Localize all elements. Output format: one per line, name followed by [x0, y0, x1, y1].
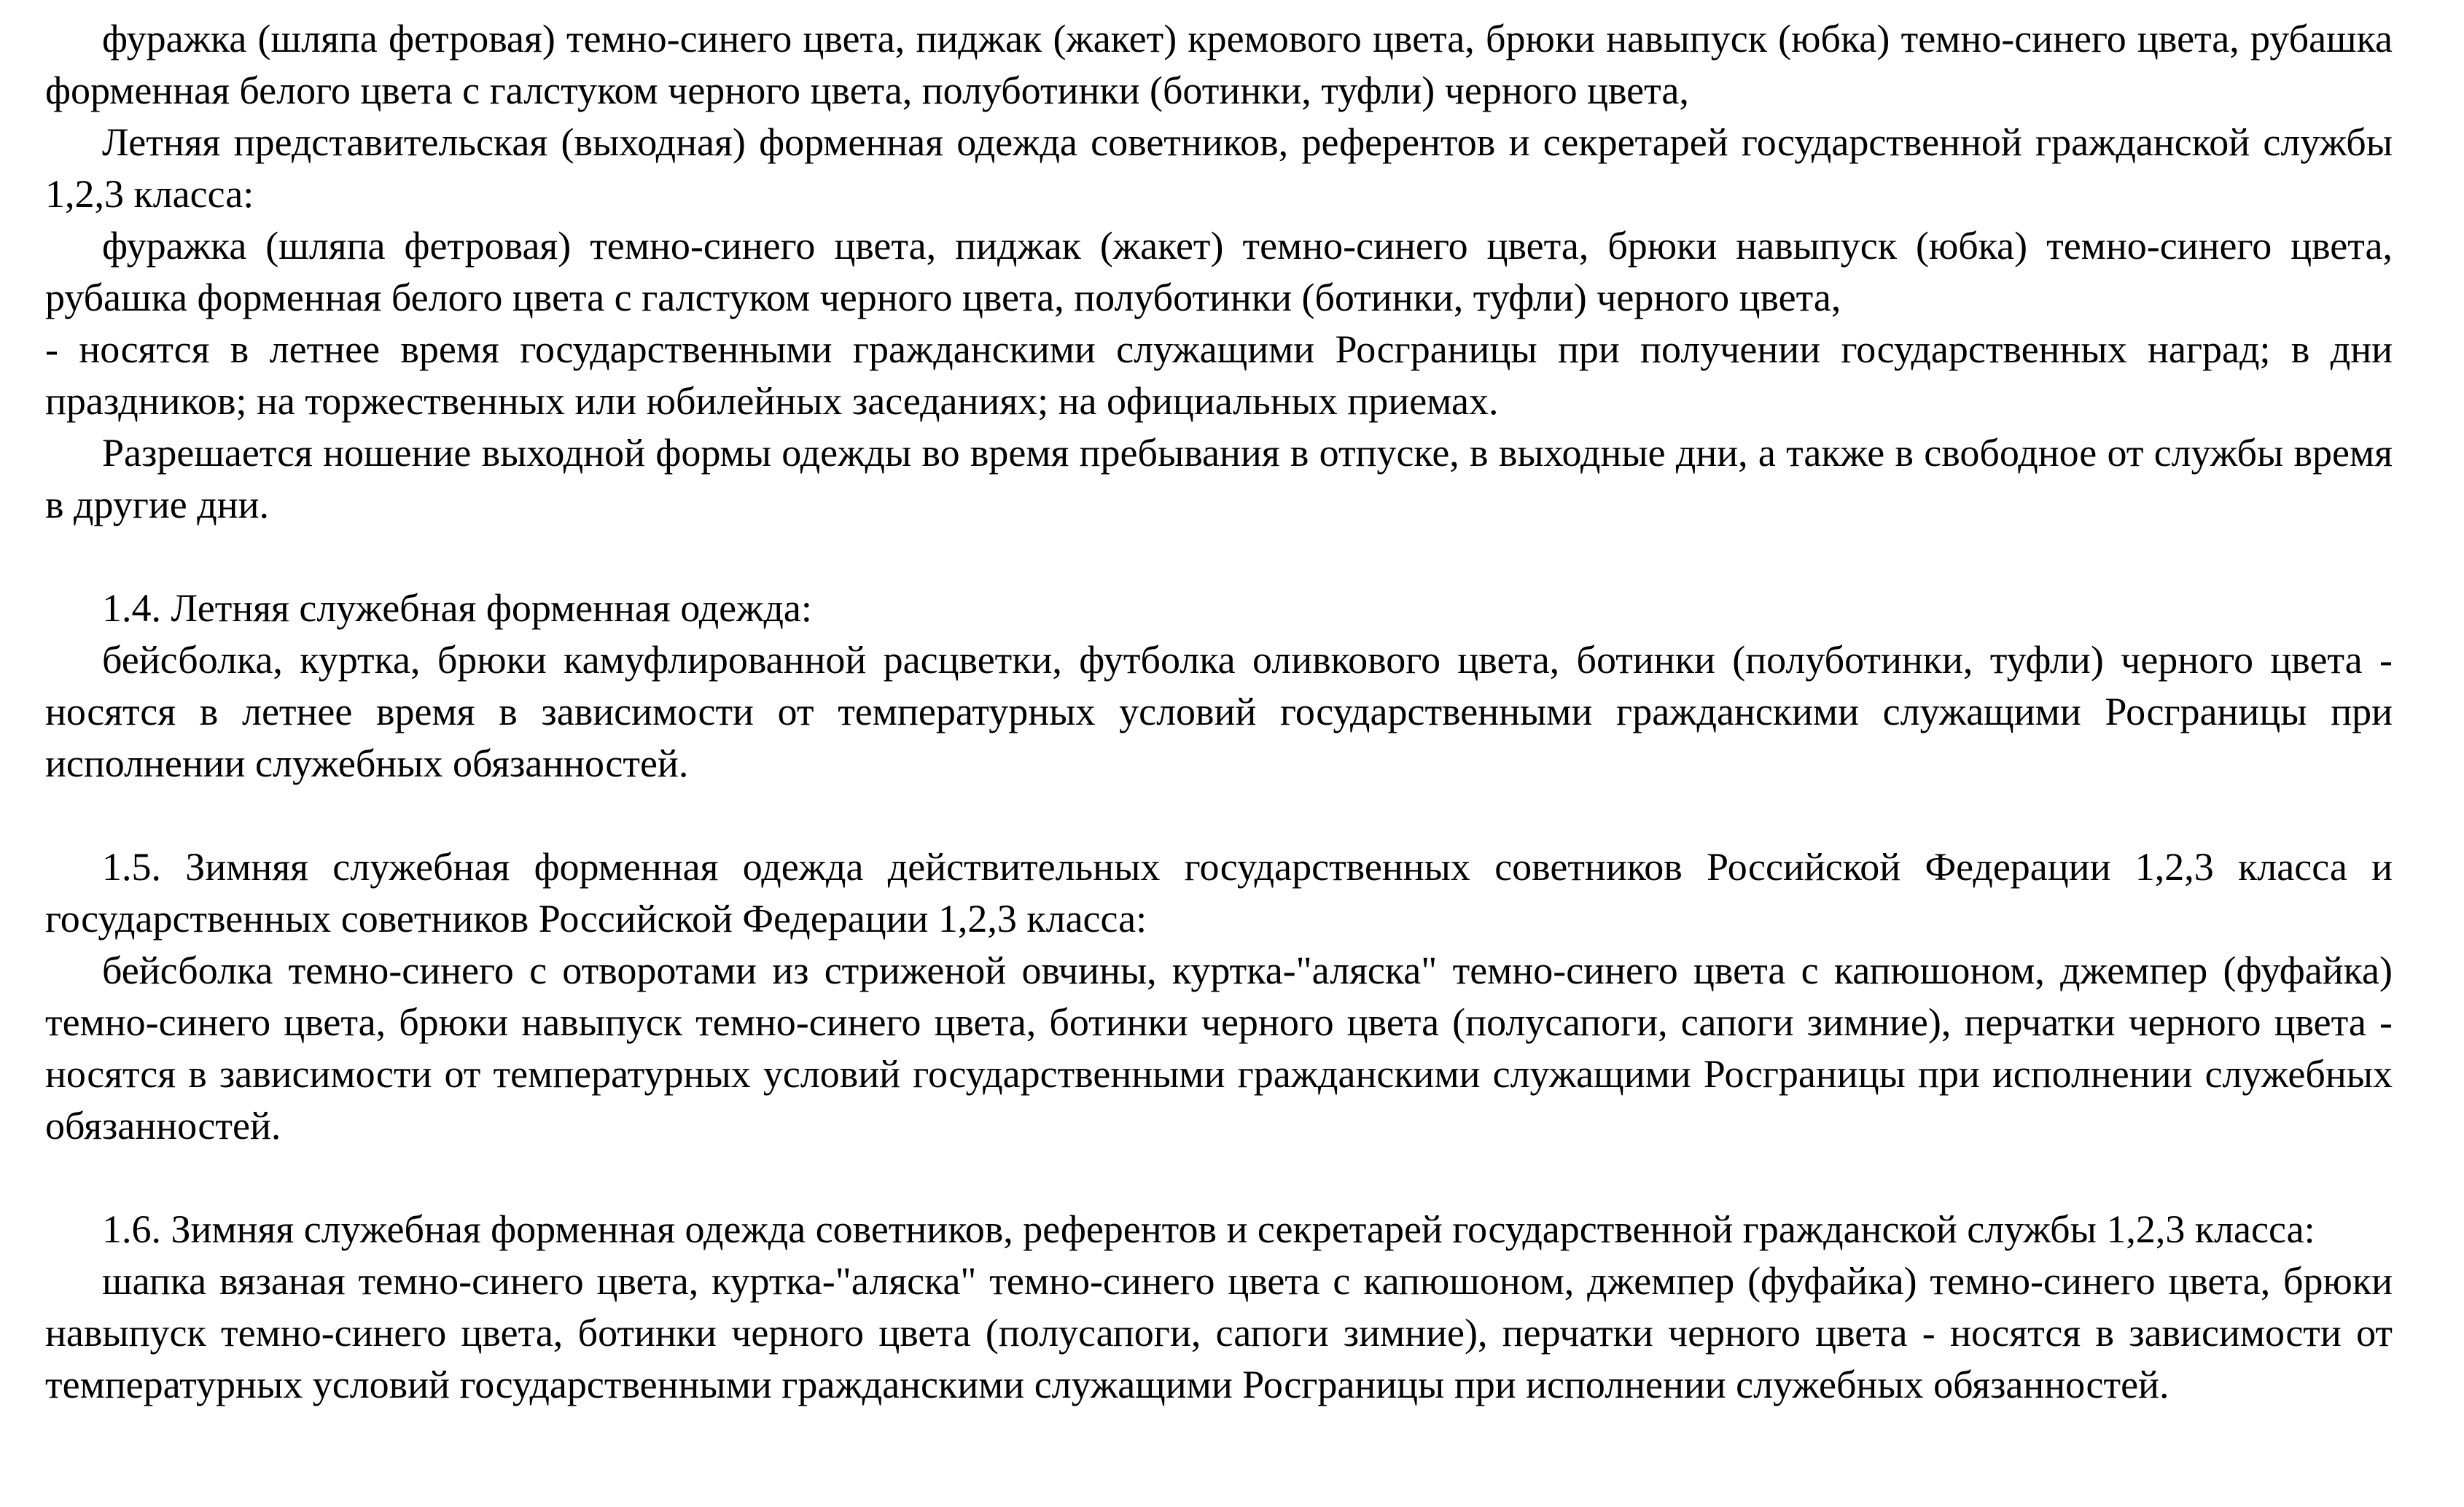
paragraph: шапка вязаная темно-синего цвета, куртка-"аляска" темно-синего цвета с капюшоном, джемпер (фуфайка) темно-синего цвета, брюки навыпуск темно-синего цвета, ботинки черного цвета (полусапоги, сапоги зимние), перчатки черного цвета - носятся в зависимости от температурных условий государственными гражданскими служащими Росграницы при исполнении служебных обязанностей.	[45, 1259, 2393, 1406]
paragraph-spacer	[45, 1152, 2393, 1204]
paragraph: 1.4. Летняя служебная форменная одежда:	[102, 586, 812, 630]
paragraph: фуражка (шляпа фетровая) темно-синего цвета, пиджак (жакет) темно-синего цвета, брюки навыпуск (юбка) темно-синего цвета, рубашка форменная белого цвета с галстуком черного цвета, полуботинки (ботинки, туфли) черного цвета,	[45, 224, 2393, 319]
paragraph: фуражка (шляпа фетровая) темно-синего цвета, пиджак (жакет) кремового цвета, брюки навыпуск (юбка) темно-синего цвета, рубашка форменная белого цвета с галстуком черного цвета, полуботинки (ботинки, туфли) черного цвета,	[45, 17, 2393, 112]
paragraph-spacer	[45, 531, 2393, 583]
document-body	[45, 13, 2393, 1411]
paragraph: Разрешается ношение выходной формы одежды во время пребывания в отпуске, в выходные дни, а также в свободное от службы время в другие дни.	[45, 431, 2393, 526]
paragraph: 1.5. Зимняя служебная форменная одежда действительных государственных советников Российской Федерации 1,2,3 класса и государственных советников Российской Федерации 1,2,3 класса:	[45, 845, 2393, 941]
paragraph: бейсболка, куртка, брюки камуфлированной расцветки, футболка оливкового цвета, ботинки (полуботинки, туфли) черного цвета - носятся в летнее время в зависимости от температурных условий государственными гражданскими служащими Росграницы при исполнении служебных обязанностей.	[45, 638, 2393, 785]
paragraph: Летняя представительская (выходная) форменная одежда советников, референтов и секретарей государственной гражданской службы 1,2,3 класса:	[45, 120, 2393, 216]
paragraph-spacer	[45, 790, 2393, 841]
paragraph: 1.6. Зимняя служебная форменная одежда советников, референтов и секретарей государственной гражданской службы 1,2,3 класса:	[102, 1207, 2315, 1251]
paragraph: - носятся в летнее время государственными гражданскими служащими Росграницы при получении государственных наград; в дни праздников; на торжественных или юбилейных заседаниях; на официальных приемах.	[45, 327, 2393, 423]
paragraph: бейсболка темно-синего с отворотами из стриженой овчины, куртка-"аляска" темно-синего цвета с капюшоном, джемпер (фуфайка) темно-синего цвета, брюки навыпуск темно-синего цвета, ботинки черного цвета (полусапоги, сапоги зимние), перчатки черного цвета - носятся в зависимости от температурных условий государственными гражданскими служащими Росграницы при исполнении служебных обязанностей.	[45, 949, 2393, 1148]
